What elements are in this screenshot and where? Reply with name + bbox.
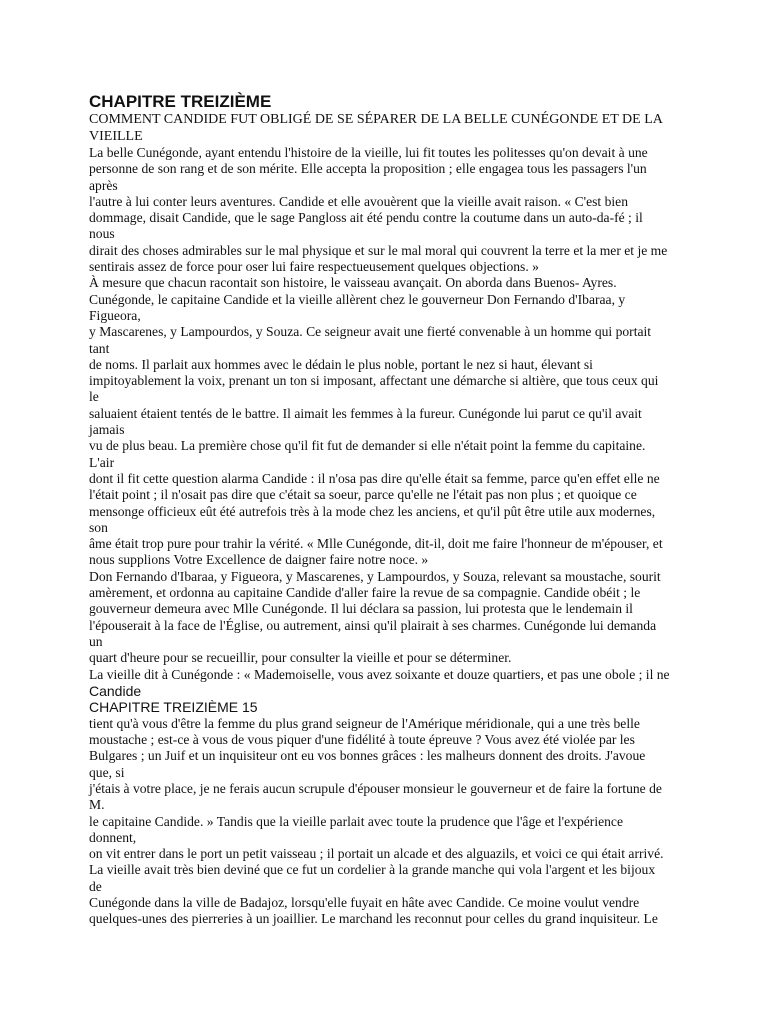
subtitle-line: COMMENT CANDIDE FUT OBLIGÉ DE SE SÉPARER DE LA BELLE CUNÉGONDE ET DE LA	[89, 112, 663, 127]
text-line: dirait des choses admirables sur le mal physique et sur le mal moral qui couvrent la terre et la mer et je me	[89, 242, 668, 258]
running-head-book-title: Candide	[89, 682, 142, 699]
chapter-subtitle	[89, 112, 689, 145]
text-line: tant	[89, 340, 110, 356]
text-line: personne de son rang et de son mérite. Elle accepta la proposition ; elle engagea tous les passagers l'un	[89, 161, 647, 177]
text-line: jamais	[89, 422, 125, 438]
text-line: Bulgares ; un Juif et un inquisiteur ont eu vos bonnes grâces : les malheurs donnent des droits. J'avoue	[89, 748, 646, 764]
text-line: M.	[89, 797, 105, 813]
text-line: tient qu'à vous d'être la femme du plus grand seigneur de l'Amérique méridionale, qui a une très belle	[89, 715, 640, 731]
text-line: saluaient étaient tentés de le battre. Il aimait les femmes à la fureur. Cunégonde lui parut ce qu'il avait	[89, 405, 642, 421]
body-text-block-2	[89, 716, 689, 928]
text-line: âme était trop pure pour trahir la vérité. « Mlle Cunégonde, dit-il, doit me faire l'honneur de m'épouser, et	[89, 536, 663, 552]
text-line: nous	[89, 226, 115, 242]
text-line: nous supplions Votre Excellence de daigner faire notre noce. »	[89, 552, 429, 568]
text-line: le	[89, 389, 99, 405]
text-line: l'était point ; il n'osait pas dire que c'était sa soeur, parce qu'elle ne l'était pas non plus ; et quoique ce	[89, 487, 637, 503]
text-line: quelques-unes des pierreries à un joaillier. Le marchand les reconnut pour celles du grand inquisiteur. Le	[89, 911, 658, 927]
text-line: vu de plus beau. La première chose qu'il fit fut de demander si elle n'était point la femme du capitaine.	[89, 438, 646, 454]
text-line: moustache ; est-ce à vous de vous piquer d'une fidélité à toute épreuve ? Vous avez été violée par les	[89, 732, 635, 748]
running-head	[89, 683, 689, 716]
running-head-chapter-page: CHAPITRE TREIZIÈME 15	[89, 699, 258, 716]
text-line: j'étais à votre place, je ne ferais aucun scrupule d'épouser monsieur le gouverneur et de faire la fortune de	[89, 780, 662, 796]
text-line: La vieille avait très bien deviné que ce fut un cordelier à la grande manche qui vola l'argent et les bijoux	[89, 862, 656, 878]
text-line: À mesure que chacun racontait son histoire, le vaisseau avançait. On aborda dans Buenos- Ayres.	[89, 275, 617, 291]
text-line: un	[89, 633, 103, 649]
text-line: Figueora,	[89, 307, 141, 323]
text-line: La vieille dit à Cunégonde : « Mademoiselle, vous avez soixante et douze quartiers, et pas une obole ; il ne	[89, 666, 670, 682]
text-line: impitoyablement la voix, prenant un ton si imposant, affectant une démarche si altière, que tous ceux qui	[89, 373, 659, 389]
text-line: dommage, disait Candide, que le sage Pangloss ait été pendu contre la coutume dans un auto-da-fé ; il	[89, 210, 643, 226]
text-line: y Mascarenes, y Lampourdos, y Souza. Ce seigneur avait une fierté convenable à un homme qui portait	[89, 324, 652, 340]
text-line: après	[89, 177, 118, 193]
text-line: amèrement, et ordonna au capitaine Candide d'aller faire la revue de sa compagnie. Candide obéit ; le	[89, 585, 641, 601]
text-line: Don Fernando d'Ibaraa, y Figueora, y Mascarenes, y Lampourdos, y Souza, relevant sa moustache, sourit	[89, 568, 661, 584]
text-line: sentirais assez de force pour oser lui faire respectueusement quelques objections. »	[89, 259, 539, 275]
text-line: l'épouserait à la face de l'Église, ou autrement, ainsi qu'il plairait à ses charmes. Cunégonde lui demanda	[89, 617, 657, 633]
text-line: Cunégonde dans la ville de Badajoz, lorsqu'elle fuyait en hâte avec Candide. Ce moine voulut vendre	[89, 895, 640, 911]
document-page	[89, 92, 689, 928]
text-line: Cunégonde, le capitaine Candide et la vieille allèrent chez le gouverneur Don Fernando d'Ibaraa, y	[89, 291, 626, 307]
chapter-title: CHAPITRE TREIZIÈME	[89, 92, 272, 111]
text-line: mensonge officieux eût été autrefois très à la mode chez les anciens, et qu'il pût être utile aux modernes,	[89, 503, 656, 519]
text-line: L'air	[89, 454, 115, 470]
body-text-block-1	[89, 145, 689, 683]
text-line: le capitaine Candide. » Tandis que la vieille parlait avec toute la prudence que l'âge et l'expérience	[89, 813, 623, 829]
subtitle-line: VIEILLE	[89, 128, 143, 144]
text-line: que, si	[89, 764, 125, 780]
text-line: donnent,	[89, 829, 137, 845]
text-line: son	[89, 519, 108, 535]
text-line: quart d'heure pour se recueillir, pour consulter la vieille et pour se déterminer.	[89, 650, 512, 666]
text-line: dont il fit cette question alarma Candide : il n'osa pas dire qu'elle était sa femme, parce qu'en effet elle ne	[89, 470, 660, 486]
text-line: gouverneur demeura avec Mlle Cunégonde. Il lui déclara sa passion, lui protesta que le lendemain il	[89, 601, 633, 617]
text-line: de noms. Il parlait aux hommes avec le dédain le plus noble, portant le nez si haut, élevant si	[89, 356, 593, 372]
text-line: La belle Cunégonde, ayant entendu l'histoire de la vieille, lui fit toutes les politesses qu'on devait à une	[89, 145, 648, 160]
text-line: l'autre à lui conter leurs aventures. Candide et elle avouèrent que la vieille avait raison. « C'est bien	[89, 193, 629, 209]
text-line: on vit entrer dans le port un petit vaisseau ; il portait un alcade et des alguazils, et voici ce qui était arrivé.	[89, 846, 664, 862]
text-line: de	[89, 878, 102, 894]
